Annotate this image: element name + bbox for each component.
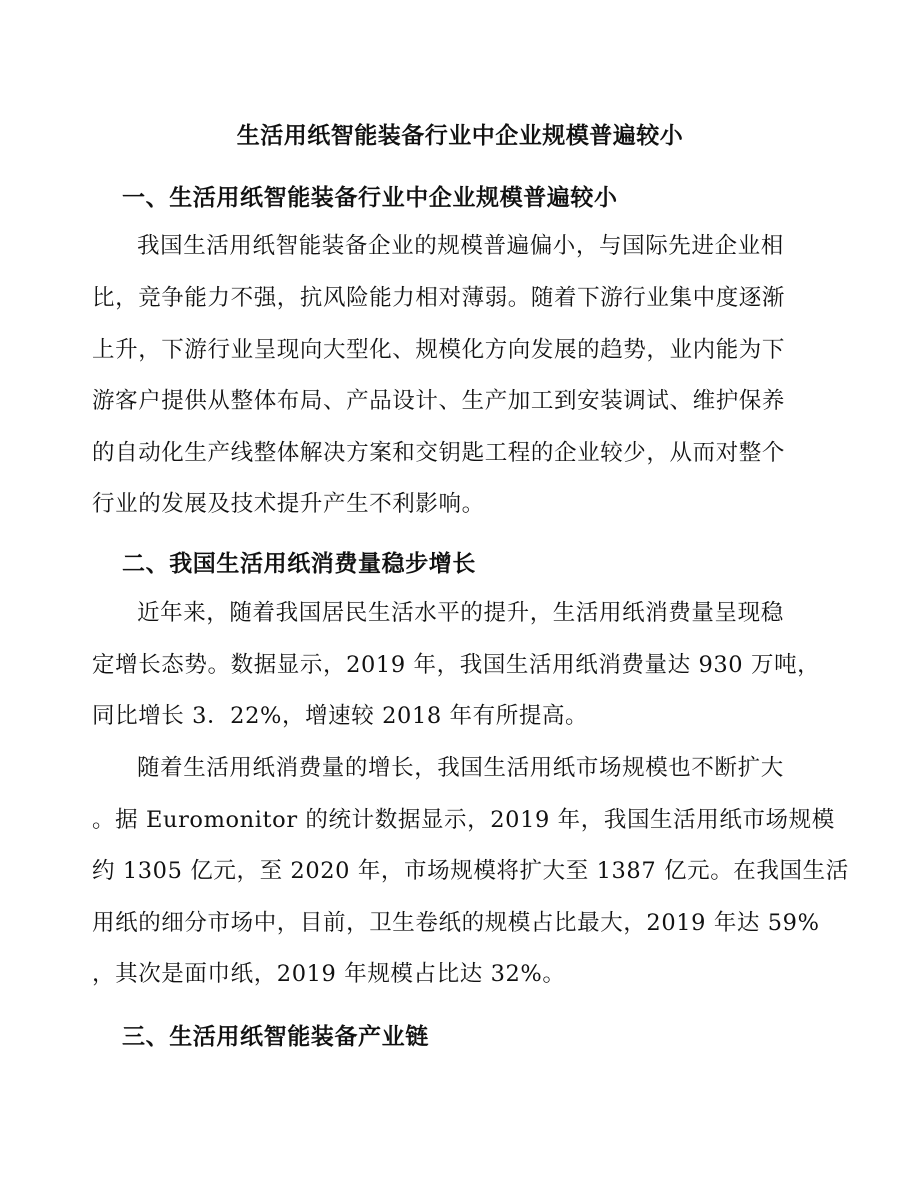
- paragraph-line: 的自动化生产线整体解决方案和交钥匙工程的企业较少，从而对整个: [92, 440, 786, 466]
- paragraph-line: 约 1305 亿元，至 2020 年，市场规模将扩大至 1387 亿元。在我国生活: [92, 858, 849, 884]
- paragraph-line: 比，竞争能力不强，抗风险能力相对薄弱。随着下游行业集中度逐渐: [92, 285, 786, 311]
- paragraph-line: 近年来，随着我国居民生活水平的提升，生活用纸消费量呈现稳: [137, 600, 784, 626]
- document-title: 生活用纸智能装备行业中企业规模普遍较小: [236, 122, 684, 149]
- section-heading-1: 一、生活用纸智能装备行业中企业规模普遍较小: [122, 184, 618, 211]
- paragraph-line: 随着生活用纸消费量的增长，我国生活用纸市场规模也不断扩大: [137, 755, 784, 781]
- paragraph-line: 定增长态势。数据显示，2019 年，我国生活用纸消费量达 930 万吨，: [92, 652, 821, 678]
- paragraph-line: 上升，下游行业呈现向大型化、规模化方向发展的趋势，业内能为下: [92, 337, 786, 363]
- section-heading-3: 三、生活用纸智能装备产业链: [122, 1023, 429, 1050]
- paragraph-line: 用纸的细分市场中，目前，卫生卷纸的规模占比最大，2019 年达 59%: [92, 910, 820, 936]
- paragraph-line: ，其次是面巾纸，2019 年规模占比达 32%。: [92, 961, 566, 987]
- paragraph-line: 游客户提供从整体布局、产品设计、生产加工到安装调试、维护保养: [92, 388, 786, 414]
- paragraph-line: 行业的发展及技术提升产生不利影响。: [92, 491, 485, 517]
- paragraph-line: 我国生活用纸智能装备企业的规模普遍偏小，与国际先进企业相: [137, 233, 784, 259]
- paragraph-line: 。据 Euromonitor 的统计数据显示，2019 年，我国生活用纸市场规模: [92, 807, 835, 833]
- paragraph-line: 同比增长 3．22%，增速较 2018 年有所提高。: [92, 703, 589, 729]
- section-heading-2: 二、我国生活用纸消费量稳步增长: [122, 550, 476, 577]
